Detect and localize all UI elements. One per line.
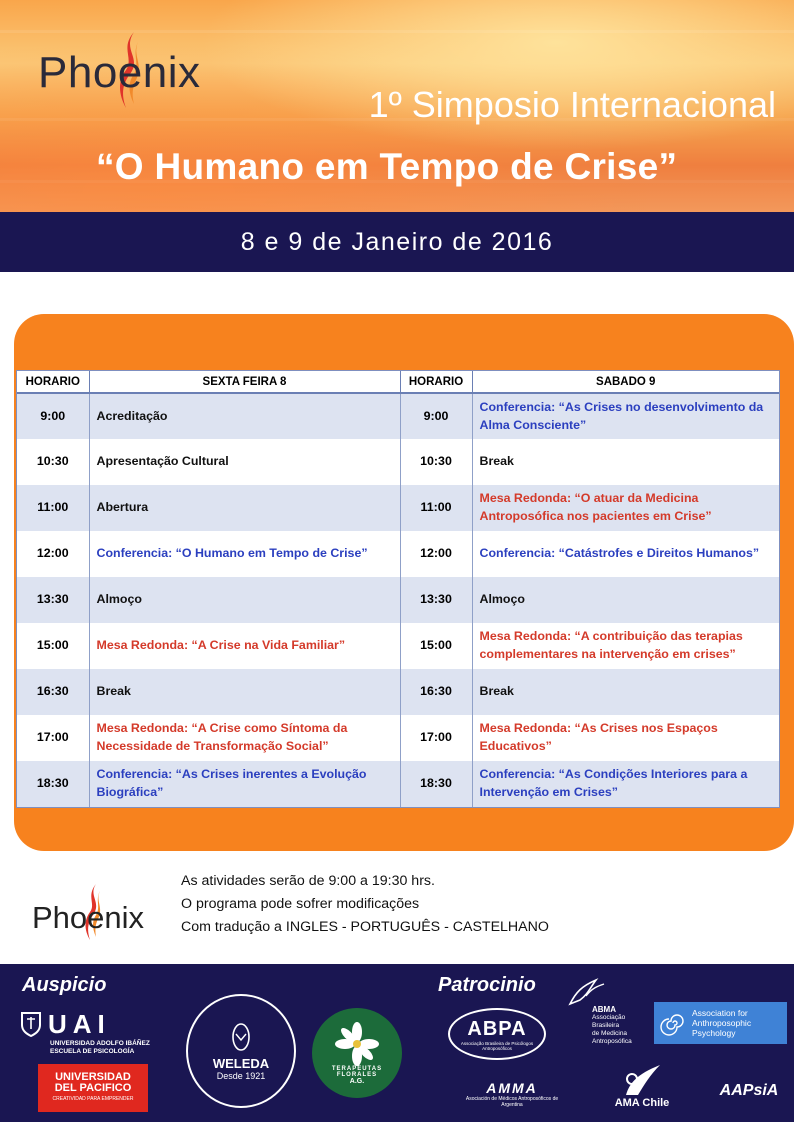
schedule-row bbox=[17, 761, 779, 807]
saturday-time: 10:30 bbox=[400, 439, 472, 485]
up-line1: UNIVERSIDAD bbox=[55, 1070, 131, 1083]
abpa-short: ABPA bbox=[467, 1017, 527, 1040]
abma-short: ABMA bbox=[592, 1005, 616, 1014]
flower-icon bbox=[335, 1022, 379, 1066]
amma-full: Asociación de Médicos Antroposóficos de Argentina bbox=[465, 1096, 559, 1108]
header-friday: SEXTA FEIRA 8 bbox=[89, 371, 400, 393]
weleda-symbol-icon bbox=[230, 1022, 252, 1052]
aap-l3: Psychology bbox=[692, 1028, 736, 1038]
schedule-row bbox=[17, 393, 779, 439]
aap-l2: Anthroposophic bbox=[692, 1018, 752, 1028]
header-horario-2: HORARIO bbox=[400, 371, 472, 393]
friday-time: 17:00 bbox=[17, 715, 89, 761]
header-banner bbox=[0, 0, 794, 212]
friday-event: Abertura bbox=[89, 485, 400, 531]
phoenix-logo-bottom: Phoenix bbox=[32, 900, 145, 935]
saturday-event: Mesa Redonda: “A contribuição das terapias complementares na intervenção em crises” bbox=[479, 629, 743, 661]
symposium-subtitle: “O Humano em Tempo de Crise” bbox=[96, 146, 678, 187]
schedule-row bbox=[17, 531, 779, 577]
schedule-row bbox=[17, 715, 779, 761]
aap-logo bbox=[654, 1002, 787, 1044]
friday-time: 16:30 bbox=[17, 669, 89, 715]
saturday-event: Conferencia: “As Condições Interiores para a Intervenção em Crises” bbox=[472, 761, 779, 807]
phoenix-logo: Phoenix bbox=[38, 48, 201, 97]
friday-time: 10:30 bbox=[17, 439, 89, 485]
aap-l1: Association for bbox=[692, 1008, 748, 1018]
event-info bbox=[181, 870, 549, 939]
ama-chile-name: AMA Chile bbox=[614, 1097, 670, 1109]
saturday-event: Mesa Redonda: “O atuar da Medicina Antroposófica nos pacientes em Crise” bbox=[472, 485, 779, 531]
schedule-body bbox=[17, 393, 779, 807]
weleda-name: WELEDA bbox=[212, 1055, 270, 1071]
up-line3: CREATIVIDAD PARA EMPRENDER bbox=[52, 1095, 134, 1102]
saturday-event: Almoço bbox=[472, 577, 779, 623]
saturday-time: 16:30 bbox=[400, 669, 472, 715]
uai-school: ESCUELA DE PSICOLOGÍA bbox=[50, 1047, 135, 1055]
symposium-title: 1º Simposio Internacional bbox=[368, 84, 776, 125]
uai-name: UNIVERSIDAD ADOLFO IBÁÑEZ bbox=[50, 1039, 150, 1047]
abma-l4: Antroposófica bbox=[592, 1038, 632, 1045]
friday-event: Almoço bbox=[89, 577, 400, 623]
aapsia-logo bbox=[716, 1068, 782, 1114]
schedule-row bbox=[17, 577, 779, 623]
auspicio-label: Auspicio bbox=[22, 974, 107, 996]
friday-time: 18:30 bbox=[17, 761, 89, 807]
saturday-event: Mesa Redonda: “As Crises nos Espaços Educativos” bbox=[479, 721, 718, 753]
uai-crest-icon bbox=[20, 1011, 42, 1037]
friday-time: 12:00 bbox=[17, 531, 89, 577]
up-logo bbox=[38, 1064, 148, 1112]
sponsors-band bbox=[0, 964, 794, 1122]
info-hours: As atividades serão de 9:00 a 19:30 hrs. bbox=[181, 873, 435, 889]
aapsia-name: AAPsiA bbox=[719, 1082, 779, 1099]
friday-time: 13:30 bbox=[17, 577, 89, 623]
friday-time: 11:00 bbox=[17, 485, 89, 531]
schedule-row bbox=[17, 485, 779, 531]
terapeutas-florales-logo bbox=[312, 1008, 402, 1098]
friday-event: Break bbox=[89, 669, 400, 715]
abma-l1: Associação bbox=[592, 1014, 626, 1021]
info-changes: O programa pode sofrer modificações bbox=[181, 896, 420, 912]
friday-event: Conferencia: “As Crises inerentes a Evolução Biográfica” bbox=[89, 761, 400, 807]
saturday-event: Break bbox=[479, 454, 514, 468]
ama-chile-logo bbox=[594, 1058, 690, 1114]
uai-logo bbox=[20, 1010, 168, 1054]
abma-l2: Brasileira bbox=[592, 1022, 620, 1029]
abma-l3: de Medicina bbox=[592, 1030, 628, 1037]
amma-short: AMMA bbox=[486, 1080, 538, 1096]
saturday-time: 13:30 bbox=[400, 577, 472, 623]
info-translation: Com tradução a INGLES - PORTUGUÊS - CASTELHANO bbox=[181, 919, 549, 935]
saturday-time: 15:00 bbox=[400, 623, 472, 669]
date-band bbox=[0, 212, 794, 272]
header-saturday: SABADO 9 bbox=[472, 371, 779, 393]
schedule-header-row bbox=[17, 371, 779, 393]
schedule-row bbox=[17, 439, 779, 485]
amma-logo bbox=[452, 1070, 572, 1118]
weleda-logo bbox=[186, 994, 296, 1108]
saturday-time: 11:00 bbox=[400, 485, 472, 531]
friday-event: Apresentação Cultural bbox=[89, 439, 400, 485]
abma-wing-icon bbox=[566, 978, 606, 1006]
saturday-event: Break bbox=[472, 669, 779, 715]
header-horario-1: HORARIO bbox=[17, 371, 89, 393]
friday-event: Mesa Redonda: “A Crise como Síntoma da Necessidade de Transformação Social” bbox=[89, 715, 400, 761]
saturday-time: 17:00 bbox=[400, 715, 472, 761]
schedule-table-wrap bbox=[16, 370, 780, 808]
uai-short: UAI bbox=[48, 1008, 111, 1039]
patrocinio-label: Patrocinio bbox=[438, 974, 536, 996]
saturday-event: Conferencia: “As Crises no desenvolvimento da Alma Consciente” bbox=[472, 393, 779, 439]
friday-event: Mesa Redonda: “A Crise na Vida Familiar” bbox=[89, 623, 400, 669]
up-line2: DEL PACIFICO bbox=[54, 1081, 132, 1094]
terapeutas-text: TERAPEUTAS FLORALES bbox=[331, 1065, 383, 1078]
friday-time: 9:00 bbox=[17, 393, 89, 439]
schedule-table bbox=[17, 371, 779, 807]
saturday-event: Conferencia: “Catástrofes e Direitos Humanos” bbox=[479, 546, 760, 560]
saturday-time: 18:30 bbox=[400, 761, 472, 807]
abpa-logo bbox=[448, 1008, 546, 1060]
abpa-full: Associação Brasileira de Psicólogos Antroposóficos bbox=[460, 1040, 534, 1051]
friday-time: 15:00 bbox=[17, 623, 89, 669]
ama-chile-emblem-icon bbox=[620, 1063, 664, 1097]
schedule-row bbox=[17, 669, 779, 715]
friday-event: Conferencia: “O Humano em Tempo de Crise” bbox=[89, 531, 400, 577]
saturday-time: 9:00 bbox=[400, 393, 472, 439]
terapeutas-ag: A.G. bbox=[349, 1077, 365, 1085]
event-dates: 8 e 9 de Janeiro de 2016 bbox=[240, 227, 554, 256]
abma-logo bbox=[566, 974, 646, 1050]
saturday-time: 12:00 bbox=[400, 531, 472, 577]
friday-event: Acreditação bbox=[89, 393, 400, 439]
schedule-row bbox=[17, 623, 779, 669]
aap-spiral-icon bbox=[660, 1010, 686, 1036]
weleda-since: Desde 1921 bbox=[216, 1070, 266, 1081]
